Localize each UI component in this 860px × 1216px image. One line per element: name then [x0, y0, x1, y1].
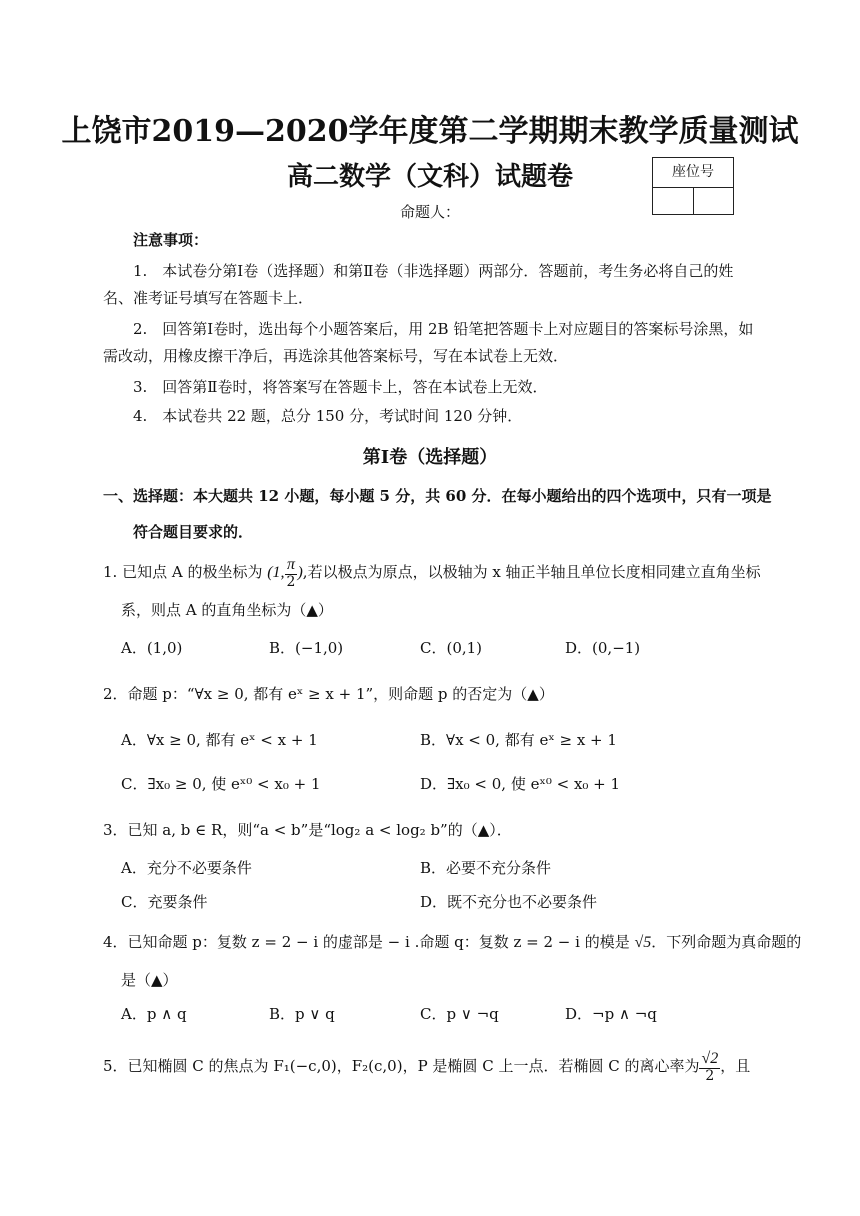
- question-4-line-2: 是（▲）: [121, 971, 178, 989]
- q3-option-c: C．充要条件: [121, 893, 208, 911]
- exam-title: 上饶市2019—2020学年度第二学期期末教学质量测试: [61, 114, 799, 149]
- q1-post: ,若以极点为原点，以极轴为 x 轴正半轴且单位长度相同建立直角坐标: [302, 563, 761, 581]
- q1-frac-den: 2: [286, 573, 296, 590]
- seat-number-box: [652, 157, 734, 215]
- question-1-line-2: 系，则点 A 的直角坐标为（▲）: [121, 601, 333, 619]
- section-title: 第Ⅰ卷（选择题）: [362, 447, 498, 468]
- q5-pre: 5．已知椭圆 C 的焦点为 F₁(−c,0)，F₂(c,0)，P 是椭圆 C 上一点．若椭圆 C 的离心率为: [103, 1057, 700, 1075]
- q1-option-c: C．(0,1): [420, 639, 483, 657]
- q4-option-d: D．¬p ∧ ¬q: [565, 1005, 657, 1023]
- question-4-stem: [103, 931, 801, 952]
- note-2-line-1: 2. 回答第Ⅰ卷时，选出每个小题答案后，用 2B 铅笔把答题卡上对应题目的答案标号涂黑，如: [133, 320, 754, 338]
- q3-option-b: B．必要不充分条件: [420, 859, 552, 877]
- section-intro-line-1: 一、选择题：本大题共 12 小题，每小题 5 分，共 60 分．在每小题给出的四个选项中，只有一项是: [103, 487, 772, 505]
- q1-option-b: B．(−1,0): [269, 639, 344, 657]
- q2-option-a: A．∀x ≥ 0, 都有 eˣ < x + 1: [121, 731, 318, 749]
- note-3: 3. 回答第Ⅱ卷时，将答案写在答题卡上，答在本试卷上无效．: [133, 378, 548, 396]
- note-2-line-2: 需改动，用橡皮擦干净后，再选涂其他答案标号，写在本试卷上无效．: [103, 347, 569, 365]
- q5-frac-num: √2: [701, 1050, 719, 1067]
- q4-option-b: B．p ∨ q: [269, 1005, 335, 1023]
- question-3-stem: 3．已知 a, b ∈ R，则“a < b”是“log₂ a < log₂ b”的（▲）．: [103, 821, 512, 839]
- q2-option-b: B．∀x < 0, 都有 eˣ ≥ x + 1: [420, 731, 617, 749]
- note-1-line-1: 1. 本试卷分第Ⅰ卷（选择题）和第Ⅱ卷（非选择题）两部分．答题前，考生务必将自己的姓: [133, 262, 734, 280]
- seat-cell-left: [653, 188, 693, 215]
- note-4: 4. 本试卷共 22 题，总分 150 分，考试时间 120 分钟．: [133, 407, 523, 425]
- q1-fraction: [285, 556, 298, 590]
- seat-cell-right: [693, 188, 734, 215]
- q1-frac-num: π: [285, 556, 298, 575]
- q5-fraction: [699, 1050, 720, 1084]
- q5-post: ，且: [720, 1057, 751, 1075]
- question-2-stem: 2．命题 p：“∀x ≥ 0, 都有 eˣ ≥ x + 1”，则命题 p 的否定为（▲）: [103, 685, 554, 703]
- q1-option-d: D．(0,−1): [565, 639, 641, 657]
- q4-option-c: C．p ∨ ¬q: [420, 1005, 499, 1023]
- q4-stem-pre: 4．已知命题 p：复数 z = 2 − i 的虚部是 − i .命题 q：复数 z = 2 − i 的模是: [103, 933, 635, 951]
- section-intro-line-2: 符合题目要求的．: [133, 523, 254, 541]
- notes-heading: 注意事项：: [133, 231, 209, 249]
- q1-pre: 1. 已知点 A 的极坐标为: [103, 563, 268, 581]
- q4-option-a: A．p ∧ q: [121, 1005, 187, 1023]
- q2-option-d: D．∃x₀ < 0, 使 eˣ⁰ < x₀ + 1: [420, 775, 621, 793]
- exam-subtitle: 高二数学（文科）试题卷: [286, 162, 573, 192]
- seat-number-label: 座位号: [653, 158, 733, 188]
- question-5-stem: [103, 1050, 750, 1084]
- q1-point-close: ): [297, 564, 303, 581]
- q4-sqrt: √5: [634, 934, 652, 951]
- note-1-line-2: 名、准考证号填写在答题卡上．: [103, 289, 314, 307]
- q4-stem-post: ．下列命题为真命题的: [651, 933, 802, 951]
- question-1-stem: [103, 556, 761, 590]
- q3-option-a: A．充分不必要条件: [121, 859, 252, 877]
- q1-option-a: A．(1,0): [121, 639, 183, 657]
- q3-option-d: D．既不充分也不必要条件: [420, 893, 598, 911]
- q5-frac-den: 2: [705, 1067, 715, 1084]
- q2-option-c: C．∃x₀ ≥ 0, 使 eˣ⁰ < x₀ + 1: [121, 775, 321, 793]
- author-line: 命题人：: [399, 203, 460, 221]
- q1-point-open: (1,: [267, 564, 285, 581]
